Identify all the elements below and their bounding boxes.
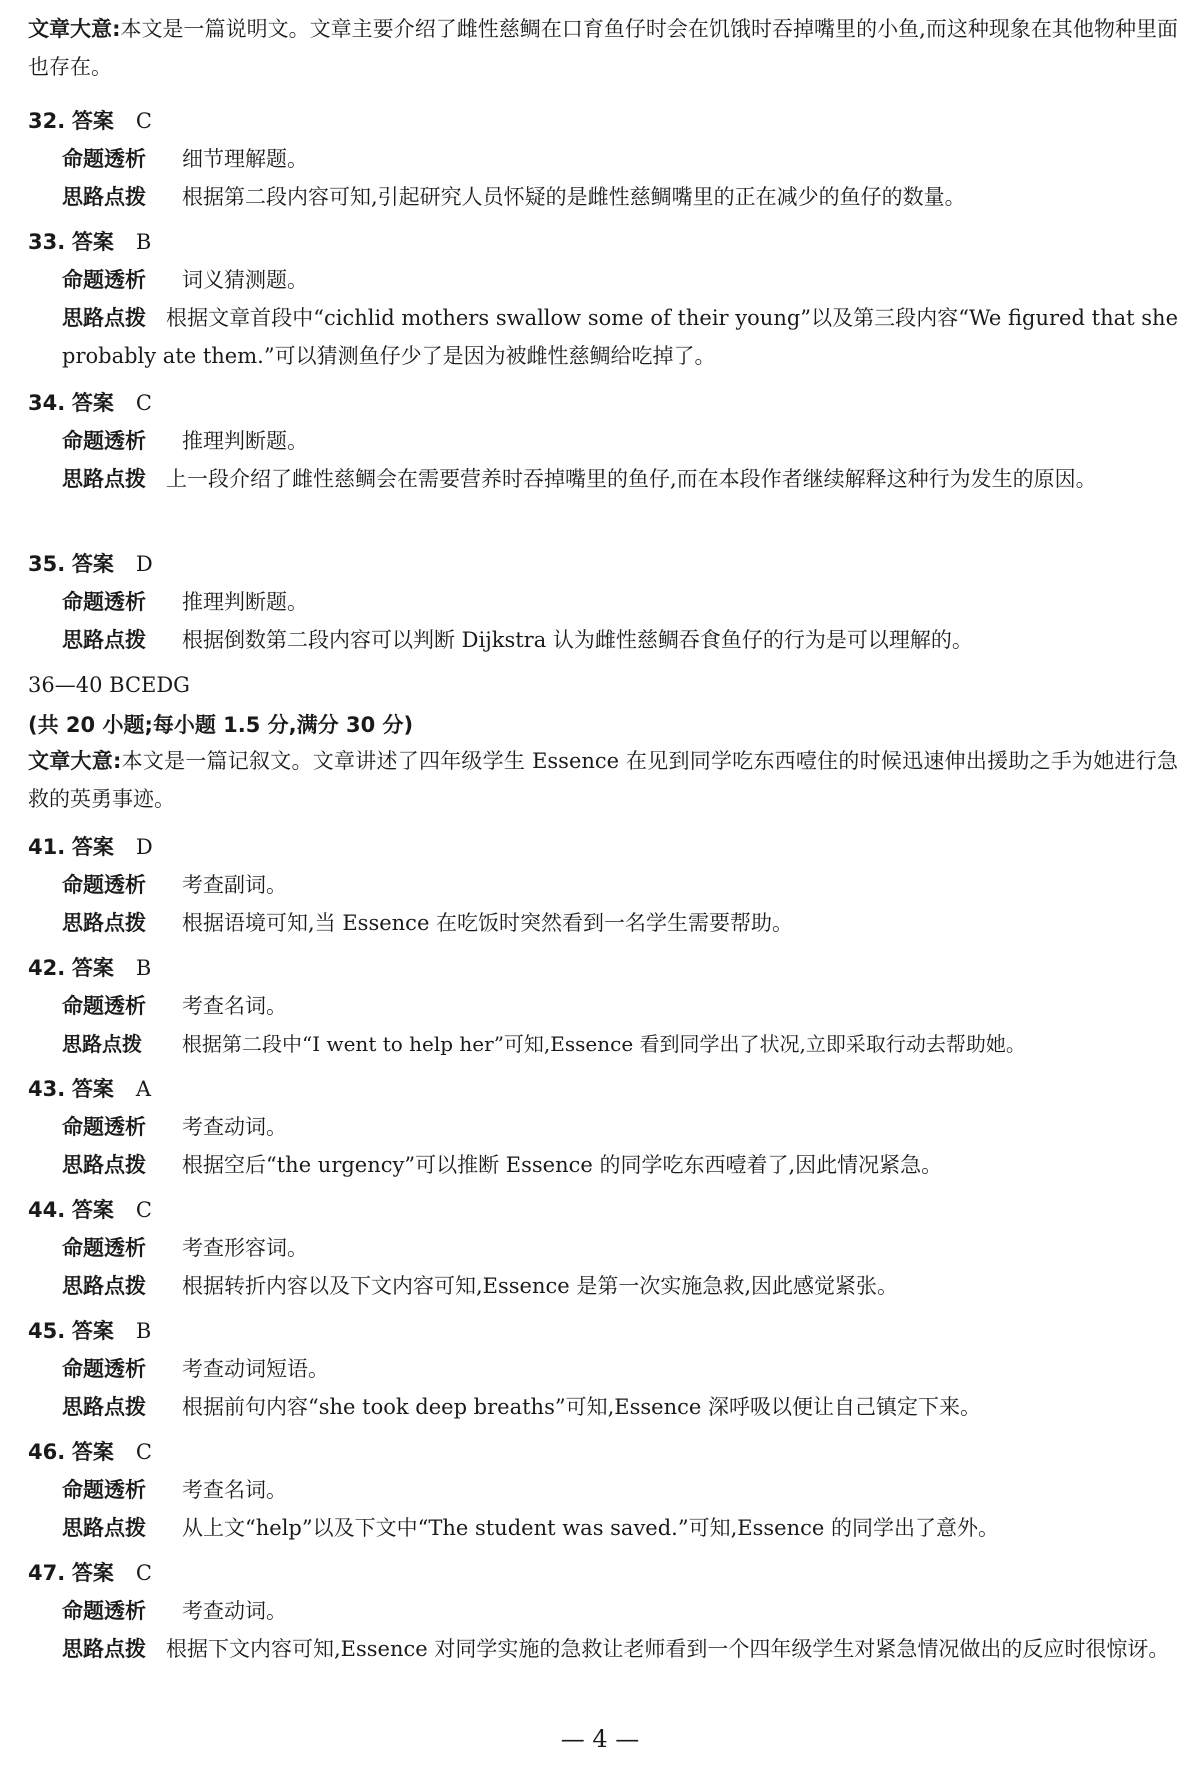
hint-text: 根据第二段内容可知,引起研究人员怀疑的是雌性慈鲷嘴里的正在减少的鱼仔的数量。 xyxy=(182,185,966,209)
answer-line-47 xyxy=(28,1558,152,1588)
answer-value: B xyxy=(135,956,152,980)
hint-block-47 xyxy=(62,1630,1178,1668)
hint-label: 思路点拨 xyxy=(62,1516,146,1540)
analysis-label: 命题透析 xyxy=(62,429,146,453)
answer-value: B xyxy=(135,1319,152,1343)
analysis-text: 词义猜测题。 xyxy=(182,268,308,292)
analysis-line-47 xyxy=(62,1596,287,1626)
question-number: 32. xyxy=(28,109,66,133)
answer-value: C xyxy=(135,109,152,133)
answer-line-43 xyxy=(28,1074,151,1104)
answer-line-44 xyxy=(28,1195,152,1225)
analysis-line-35 xyxy=(62,587,308,617)
question-number: 43. xyxy=(28,1077,66,1101)
analysis-line-43 xyxy=(62,1112,287,1142)
analysis-line-41 xyxy=(62,870,287,900)
hint-text: 根据转折内容以及下文内容可知,Essence 是第一次实施急救,因此感觉紧张。 xyxy=(182,1274,899,1298)
question-number: 42. xyxy=(28,956,66,980)
hint-label: 思路点拨 xyxy=(62,1637,146,1661)
hint-block-34 xyxy=(62,460,1178,498)
analysis-text: 考查名词。 xyxy=(182,994,287,1018)
answer-line-34 xyxy=(28,388,152,418)
analysis-label: 命题透析 xyxy=(62,147,146,171)
hint-label: 思路点拨 xyxy=(62,911,146,935)
analysis-label: 命题透析 xyxy=(62,1236,146,1260)
hint-label: 思路点拨 xyxy=(62,628,146,652)
analysis-line-45 xyxy=(62,1354,329,1384)
answer-line-46 xyxy=(28,1437,152,1467)
answer-line-35 xyxy=(28,549,153,579)
answer-label: 答案 xyxy=(71,1198,114,1222)
answer-label: 答案 xyxy=(71,835,114,859)
answer-label: 答案 xyxy=(71,956,114,980)
hint-label: 思路点拨 xyxy=(62,306,146,330)
answer-value: C xyxy=(135,1440,152,1464)
answer-label: 答案 xyxy=(71,230,114,254)
answer-value: D xyxy=(135,835,153,859)
analysis-text: 考查名词。 xyxy=(182,1478,287,1502)
analysis-label: 命题透析 xyxy=(62,268,146,292)
answer-line-45 xyxy=(28,1316,151,1346)
hint-text: 根据文章首段中“cichlid mothers swallow some of their young”以及第三段内容“We figured that she probably ate them.”可以猜测鱼仔少了是因为被雌性慈鲷给吃掉了。 xyxy=(62,306,1178,368)
analysis-text: 细节理解题。 xyxy=(182,147,308,171)
analysis-text: 推理判断题。 xyxy=(182,590,308,614)
answer-line-42 xyxy=(28,953,151,983)
answer-value: C xyxy=(135,1561,152,1585)
answer-value: B xyxy=(135,230,152,254)
hint-text: 根据下文内容可知,Essence 对同学实施的急救让老师看到一个四年级学生对紧急情况做出的反应时很惊讶。 xyxy=(166,1637,1170,1661)
hint-text: 根据空后“the urgency”可以推断 Essence 的同学吃东西噎着了,因此情况紧急。 xyxy=(182,1153,943,1177)
analysis-line-33 xyxy=(62,265,308,295)
analysis-label: 命题透析 xyxy=(62,873,146,897)
answer-value: A xyxy=(135,1077,152,1101)
answer-label: 答案 xyxy=(71,552,114,576)
hint-line-32 xyxy=(62,182,966,212)
answer-line-33 xyxy=(28,227,151,257)
summary-lead: 文章大意: xyxy=(28,749,122,773)
passage-summary-2 xyxy=(28,742,1178,818)
analysis-label: 命题透析 xyxy=(62,1599,146,1623)
analysis-text: 考查动词短语。 xyxy=(182,1357,329,1381)
question-number: 34. xyxy=(28,391,66,415)
summary-lead: 文章大意: xyxy=(28,17,121,41)
analysis-line-44 xyxy=(62,1233,308,1263)
hint-label: 思路点拨 xyxy=(62,185,146,209)
hint-label: 思路点拨 xyxy=(62,1153,146,1177)
analysis-line-34 xyxy=(62,426,308,456)
summary-text: 本文是一篇记叙文。文章讲述了四年级学生 Essence 在见到同学吃东西噎住的时候迅速伸出援助之手为她进行急救的英勇事迹。 xyxy=(28,749,1178,811)
question-number: 46. xyxy=(28,1440,66,1464)
analysis-text: 推理判断题。 xyxy=(182,429,308,453)
answer-label: 答案 xyxy=(71,1440,114,1464)
hint-line-44 xyxy=(62,1271,898,1301)
hint-label: 思路点拨 xyxy=(62,1032,142,1056)
hint-label: 思路点拨 xyxy=(62,1274,146,1298)
hint-line-35 xyxy=(62,625,973,655)
analysis-label: 命题透析 xyxy=(62,1357,146,1381)
hint-text: 根据前句内容“she took deep breaths”可知,Essence 深呼吸以便让自己镇定下来。 xyxy=(182,1395,981,1419)
hint-line-41 xyxy=(62,908,793,938)
analysis-text: 考查副词。 xyxy=(182,873,287,897)
question-number: 44. xyxy=(28,1198,66,1222)
question-number: 41. xyxy=(28,835,66,859)
hint-label: 思路点拨 xyxy=(62,467,146,491)
answer-label: 答案 xyxy=(71,1319,114,1343)
summary-text: 本文是一篇说明文。文章主要介绍了雌性慈鲷在口育鱼仔时会在饥饿时吞掉嘴里的小鱼,而这种现象在其他物种里面也存在。 xyxy=(28,17,1178,79)
analysis-text: 考查动词。 xyxy=(182,1599,287,1623)
hint-line-45 xyxy=(62,1392,981,1422)
answer-label: 答案 xyxy=(71,1561,114,1585)
question-number: 33. xyxy=(28,230,66,254)
answers-36-40: 36—40 BCEDG xyxy=(28,673,190,697)
answer-label: 答案 xyxy=(71,109,114,133)
hint-line-43 xyxy=(62,1150,942,1180)
hint-text: 根据语境可知,当 Essence 在吃饭时突然看到一名学生需要帮助。 xyxy=(182,911,794,935)
answer-value: C xyxy=(135,1198,152,1222)
answer-value: C xyxy=(135,391,152,415)
question-number: 45. xyxy=(28,1319,66,1343)
analysis-label: 命题透析 xyxy=(62,1115,146,1139)
question-number: 35. xyxy=(28,552,66,576)
answer-line-41 xyxy=(28,832,153,862)
answer-value: D xyxy=(135,552,153,576)
answer-line-32 xyxy=(28,106,152,136)
answer-label: 答案 xyxy=(71,391,114,415)
analysis-text: 考查动词。 xyxy=(182,1115,287,1139)
analysis-label: 命题透析 xyxy=(62,590,146,614)
hint-line-46 xyxy=(62,1513,999,1543)
analysis-line-46 xyxy=(62,1475,287,1505)
analysis-label: 命题透析 xyxy=(62,1478,146,1502)
hint-text: 根据倒数第二段内容可以判断 Dijkstra 认为雌性慈鲷吞食鱼仔的行为是可以理解的。 xyxy=(182,628,973,652)
hint-block-33 xyxy=(62,299,1178,375)
passage-summary-1 xyxy=(28,10,1178,86)
analysis-line-32 xyxy=(62,144,308,174)
answer-label: 答案 xyxy=(71,1077,114,1101)
hint-text: 从上文“help”以及下文中“The student was saved.”可知,Essence 的同学出了意外。 xyxy=(182,1516,999,1540)
hint-text: 根据第二段中“I went to help her”可知,Essence 看到同学出了状况,立即采取行动去帮助她。 xyxy=(182,1032,1026,1056)
analysis-text: 考查形容词。 xyxy=(182,1236,308,1260)
hint-text: 上一段介绍了雌性慈鲷会在需要营养时吞掉嘴里的鱼仔,而在本段作者继续解释这种行为发生的原因。 xyxy=(166,467,1097,491)
page-number: — 4 — xyxy=(560,1725,640,1753)
analysis-line-42 xyxy=(62,991,287,1021)
question-number: 47. xyxy=(28,1561,66,1585)
analysis-label: 命题透析 xyxy=(62,994,146,1018)
hint-label: 思路点拨 xyxy=(62,1395,146,1419)
hint-line-42 xyxy=(62,1029,1026,1059)
section-header: (共 20 小题;每小题 1.5 分,满分 30 分) xyxy=(28,713,414,737)
